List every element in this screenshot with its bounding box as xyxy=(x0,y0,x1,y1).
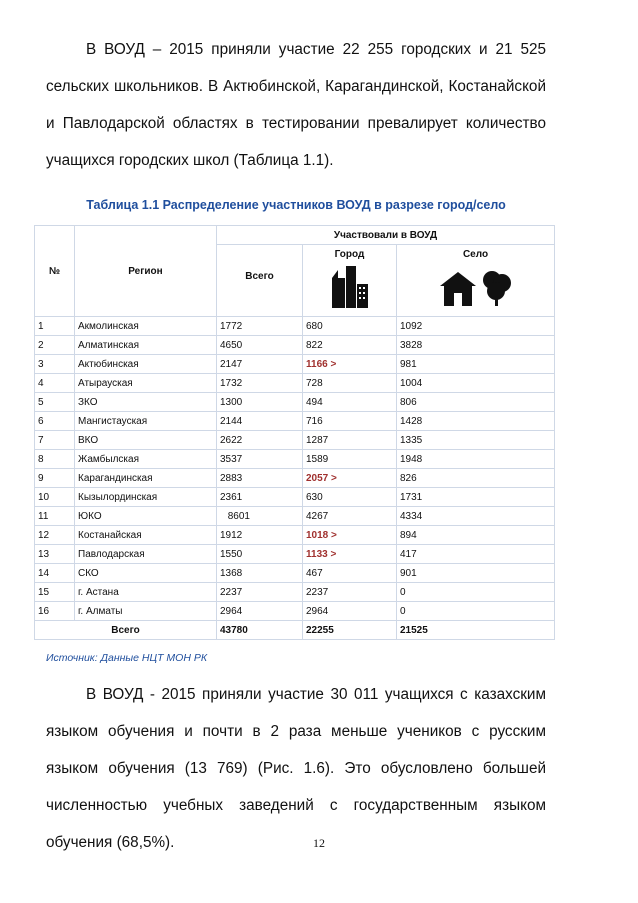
cell-village: 1335 xyxy=(397,431,555,450)
cell-city: 4267 xyxy=(303,507,397,526)
cell-total: 1368 xyxy=(217,564,303,583)
cell-n: 13 xyxy=(35,545,75,564)
header-city-label: Город xyxy=(334,249,365,260)
cell-city: 2057 > xyxy=(303,469,397,488)
cell-city: 728 xyxy=(303,374,397,393)
cell-city: 1287 xyxy=(303,431,397,450)
cell-village: 981 xyxy=(397,355,555,374)
cell-n: 9 xyxy=(35,469,75,488)
table-row xyxy=(35,488,555,507)
cell-village: 1004 xyxy=(397,374,555,393)
cell-city: 716 xyxy=(303,412,397,431)
totals-row xyxy=(35,621,555,640)
cell-region: Акмолинская xyxy=(75,317,217,336)
intro-paragraph: В ВОУД – 2015 приняли участие 22 255 городских и 21 525 сельских школьников. В Актюбинской, Карагандинской, Костанайской и Павлодарской областях в тестировании превалирует количество учащихся городских школ (Таблица 1.1). xyxy=(46,41,546,169)
cell-total: 2144 xyxy=(217,412,303,431)
cell-total: 2147 xyxy=(217,355,303,374)
city-buildings-icon xyxy=(330,264,370,308)
cell-village: 806 xyxy=(397,393,555,412)
table-row xyxy=(35,412,555,431)
cell-total: 2883 xyxy=(217,469,303,488)
cell-total: 3537 xyxy=(217,450,303,469)
cell-n: 3 xyxy=(35,355,75,374)
cell-n: 7 xyxy=(35,431,75,450)
cell-city: 2237 xyxy=(303,583,397,602)
page-number: 12 xyxy=(313,836,325,850)
table-row xyxy=(35,564,555,583)
cell-village: 901 xyxy=(397,564,555,583)
cell-n: 14 xyxy=(35,564,75,583)
table-row xyxy=(35,336,555,355)
cell-region: СКО xyxy=(75,564,217,583)
cell-region: ВКО xyxy=(75,431,217,450)
cell-n: 8 xyxy=(35,450,75,469)
cell-total: 2237 xyxy=(217,583,303,602)
cell-region: Карагандинская xyxy=(75,469,217,488)
table-row xyxy=(35,583,555,602)
table-row xyxy=(35,431,555,450)
cell-n: 4 xyxy=(35,374,75,393)
header-participated: Участвовали в ВОУД xyxy=(217,226,555,245)
cell-region: ЮКО xyxy=(75,507,217,526)
participants-table xyxy=(34,225,555,640)
cell-region: Жамбылская xyxy=(75,450,217,469)
cell-village: 0 xyxy=(397,602,555,621)
cell-village: 0 xyxy=(397,583,555,602)
cell-city: 1166 > xyxy=(303,355,397,374)
cell-n: 6 xyxy=(35,412,75,431)
cell-total: 1912 xyxy=(217,526,303,545)
header-num: № xyxy=(35,226,75,317)
cell-village: 4334 xyxy=(397,507,555,526)
cell-n: 1 xyxy=(35,317,75,336)
table-caption: Таблица 1.1 Распределение участников ВОУД в разрезе город/село xyxy=(86,198,506,212)
cell-city: 494 xyxy=(303,393,397,412)
header-total: Всего xyxy=(217,245,303,317)
header-village-label: Село xyxy=(462,249,489,260)
cell-total: 1772 xyxy=(217,317,303,336)
cell-region: Актюбинская xyxy=(75,355,217,374)
cell-n: 12 xyxy=(35,526,75,545)
cell-village: 1948 xyxy=(397,450,555,469)
cell-total: 2361 xyxy=(217,488,303,507)
totals-total: 43780 xyxy=(217,621,303,640)
language-paragraph: В ВОУД - 2015 приняли участие 30 011 учащихся с казахским языком обучения и почти в 2 раза меньше учеников с русским языком обучения (13 769) (Рис. 1.6). Это обусловлено большей численностью учебных заведений с государственным языком обучения (68,5%). xyxy=(46,686,546,851)
cell-region: Костанайская xyxy=(75,526,217,545)
cell-n: 10 xyxy=(35,488,75,507)
cell-region: Павлодарская xyxy=(75,545,217,564)
cell-n: 11 xyxy=(35,507,75,526)
table-row xyxy=(35,526,555,545)
table-row xyxy=(35,507,555,526)
cell-village: 3828 xyxy=(397,336,555,355)
cell-total: 1550 xyxy=(217,545,303,564)
cell-total: 1732 xyxy=(217,374,303,393)
cell-village: 417 xyxy=(397,545,555,564)
table-row xyxy=(35,393,555,412)
cell-n: 15 xyxy=(35,583,75,602)
table-row xyxy=(35,450,555,469)
cell-region: Алматинская xyxy=(75,336,217,355)
cell-city: 467 xyxy=(303,564,397,583)
cell-city: 2964 xyxy=(303,602,397,621)
cell-village: 826 xyxy=(397,469,555,488)
source-note: Источник: Данные НЦТ МОН РК xyxy=(46,652,208,664)
header-region: Регион xyxy=(75,226,217,317)
cell-city: 1589 xyxy=(303,450,397,469)
table-row xyxy=(35,374,555,393)
cell-city: 680 xyxy=(303,317,397,336)
totals-city: 22255 xyxy=(303,621,397,640)
table-row xyxy=(35,602,555,621)
cell-region: Атырауская xyxy=(75,374,217,393)
cell-region: г. Алматы xyxy=(75,602,217,621)
cell-region: ЗКО xyxy=(75,393,217,412)
cell-village: 1428 xyxy=(397,412,555,431)
cell-city: 1018 > xyxy=(303,526,397,545)
cell-n: 16 xyxy=(35,602,75,621)
village-house-tree-icon xyxy=(436,264,516,308)
totals-village: 21525 xyxy=(397,621,555,640)
cell-city: 1133 > xyxy=(303,545,397,564)
header-village xyxy=(397,245,555,317)
cell-region: Мангистауская xyxy=(75,412,217,431)
cell-village: 1731 xyxy=(397,488,555,507)
cell-n: 5 xyxy=(35,393,75,412)
cell-total: 1300 xyxy=(217,393,303,412)
cell-village: 1092 xyxy=(397,317,555,336)
table-row xyxy=(35,545,555,564)
cell-region: г. Астана xyxy=(75,583,217,602)
table-row xyxy=(35,317,555,336)
cell-n: 2 xyxy=(35,336,75,355)
cell-total: 2622 xyxy=(217,431,303,450)
totals-label: Всего xyxy=(35,621,217,640)
cell-village: 894 xyxy=(397,526,555,545)
header-city xyxy=(303,245,397,317)
cell-total: 8601 xyxy=(217,507,303,526)
cell-total: 2964 xyxy=(217,602,303,621)
cell-city: 822 xyxy=(303,336,397,355)
table-row xyxy=(35,469,555,488)
cell-total: 4650 xyxy=(217,336,303,355)
cell-region: Кызылординская xyxy=(75,488,217,507)
cell-city: 630 xyxy=(303,488,397,507)
table-row xyxy=(35,355,555,374)
